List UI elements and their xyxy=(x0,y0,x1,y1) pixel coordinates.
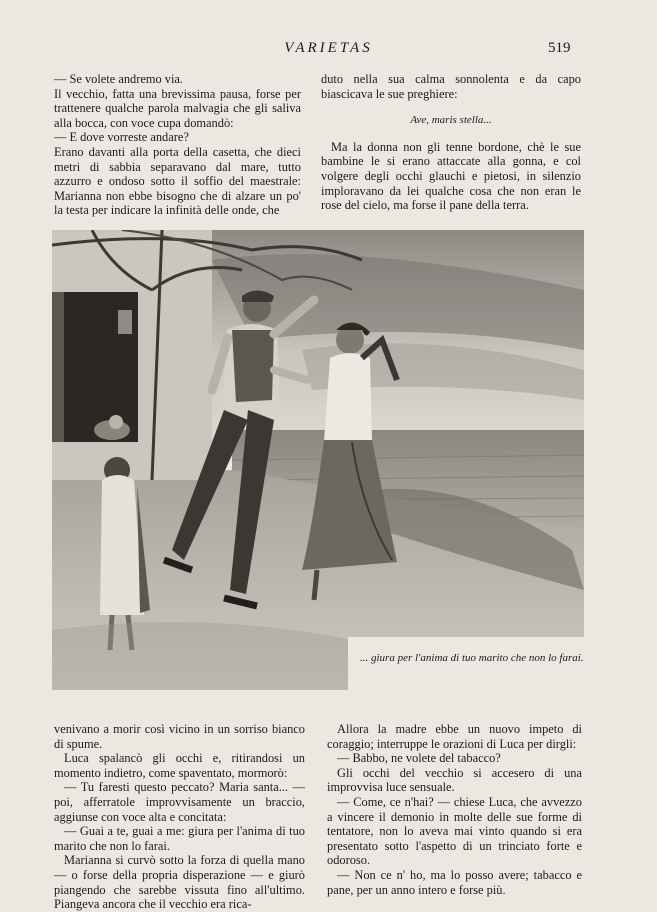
paragraph: — Babbo, ne volete del tabacco? xyxy=(337,751,501,766)
paragraph: — Guai a te, guai a me: giura per l'anima di tuo marito che non lo farai. xyxy=(54,824,305,853)
illustration xyxy=(52,230,584,690)
paragraph: Erano davanti alla porta della casetta, che dieci metri di sabbia separavano dal mare, tutto azzurro e ondoso sotto il soffio del maestrale: Marianna non ebbe bisogno che di alzare un po' la testa per indicare la infinità delle onde, che xyxy=(54,144,301,218)
engraving-scene xyxy=(52,230,584,690)
paragraph: Il vecchio, fatta una brevissima pausa, forse per trattenere qualche parola malvagia che gli saliva alla bocca, con voce cupa domandò: xyxy=(54,86,301,130)
paragraph: — Come, ce n'hai? — chiese Luca, che avvezzo a vincere il demonio in molte delle sue forme di tentatore, non lo aveva mai vinto quando si era presentato sotto l'aspetto di un trinciato forte e odoroso. xyxy=(327,794,582,868)
paragraph: — Se volete andremo via. xyxy=(54,72,184,86)
top-left-column xyxy=(54,72,301,218)
verse-line: Ave, maris stella... xyxy=(410,114,492,127)
paragraph: Marianna si curvò sotto la forza di quella mano — o forse della propria disperazione — e giurò piangendo che sarebbe vissuta fino all'ultimo. Piangeva ancora che il vecchio era rica- xyxy=(54,853,305,912)
paragraph: Luca spalancò gli occhi e, ritirandosi un momento indietro, come spaventato, mormorò: xyxy=(54,751,305,780)
paragraph: Gli occhi del vecchio si accesero di una improvvisa luce sensuale. xyxy=(327,765,582,795)
paragraph: — Non ce n' ho, ma lo posso avere; tabacco e pane, per un anno intero e forse più. xyxy=(327,867,582,897)
paragraph: Ma la donna non gli tenne bordone, chè le sue bambine le si erano attaccate alla gonna, e col volgere degli occhi glauchi e pietosi, in silenzio imploravano da lei qualche cosa che non eran le rose del cielo, ma forse il pane della terra. xyxy=(321,139,581,213)
bottom-left-column xyxy=(54,722,305,912)
page-number: 519 xyxy=(548,40,571,56)
paragraph: venivano a morir così vicino in un sorriso bianco di spume. xyxy=(54,722,305,751)
paragraph: duto nella sua calma sonnolenta e da capo biascicava le sue preghiere: xyxy=(321,72,581,101)
top-right-column xyxy=(321,72,581,213)
paragraph: — E dove vorreste andare? xyxy=(54,130,189,145)
paragraph: Allora la madre ebbe un nuovo impeto di coraggio; interruppe le orazioni di Luca per dirgli: xyxy=(327,722,582,751)
paragraph: — Tu faresti questo peccato? Maria santa... — poi, afferratole improvvisamente un braccio, aggiunse con voce alta e concitata: xyxy=(54,780,305,824)
bottom-right-column xyxy=(327,722,582,897)
running-header: VARIETAS xyxy=(284,40,373,56)
illustration-caption: ... giura per l'anima di tuo marito che non lo farai. xyxy=(360,652,584,664)
